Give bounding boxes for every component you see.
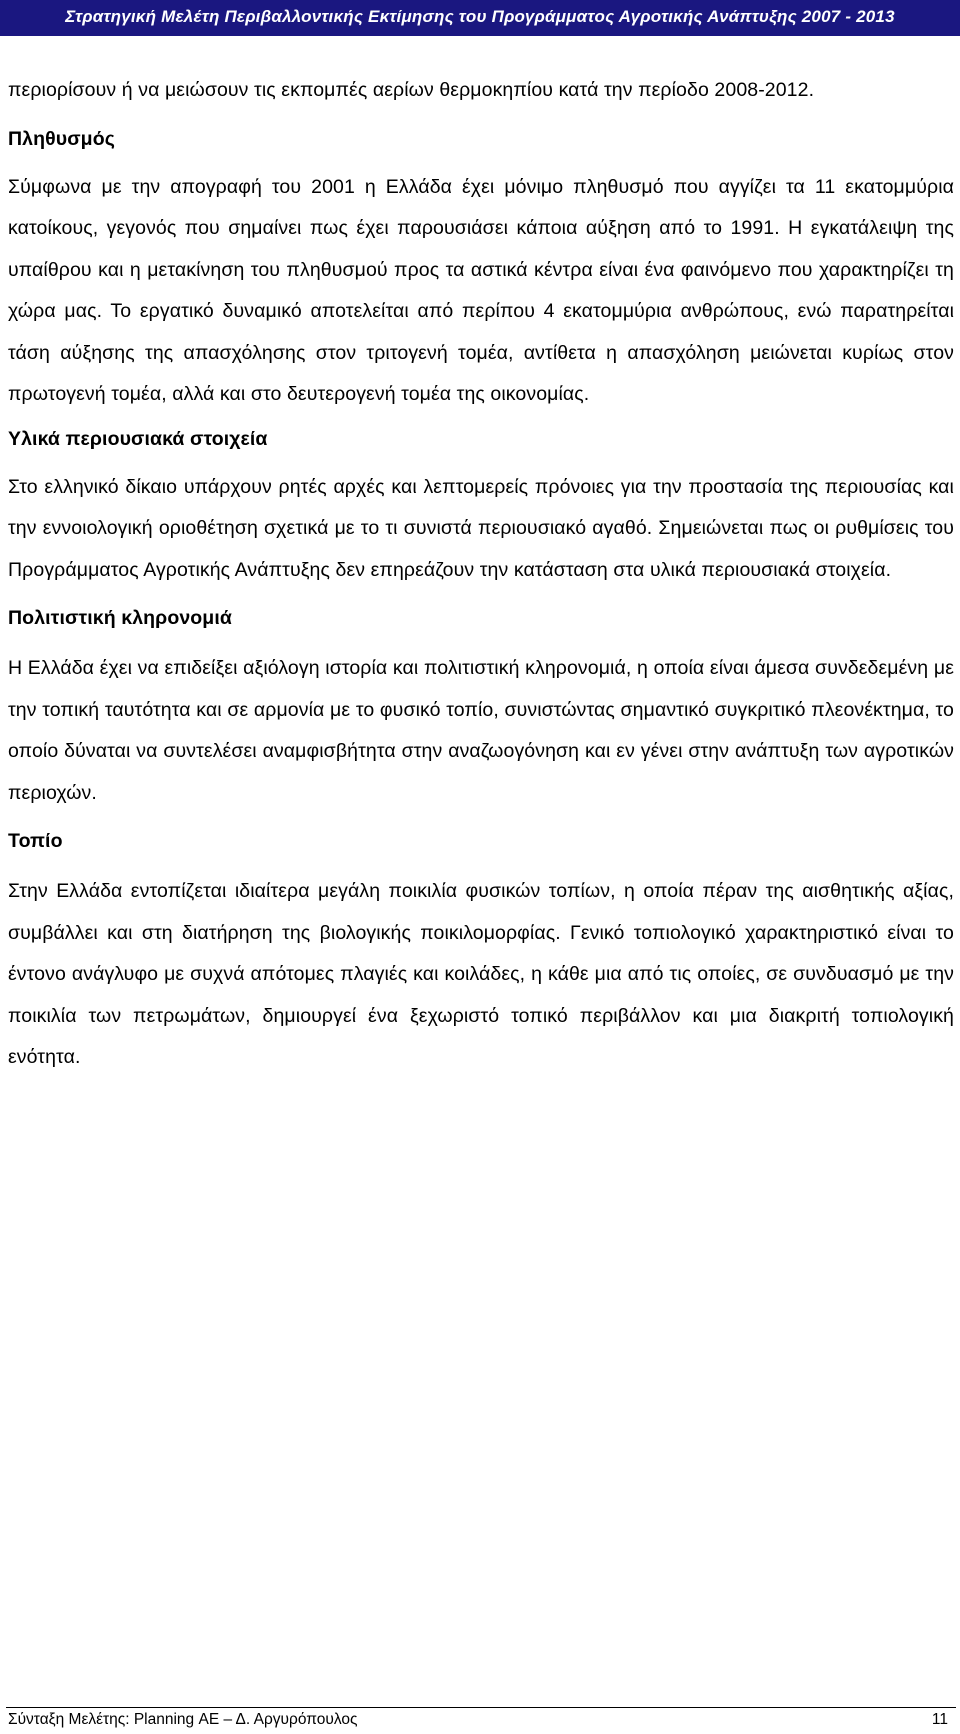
document-body xyxy=(8,70,954,1079)
running-header-title: Στρατηγική Μελέτη Περιβαλλοντικής Εκτίμησης του Προγράμματος Αγροτικής Ανάπτυξης 2007 - 2013 xyxy=(65,7,895,26)
intro-paragraph: περιορίσουν ή να μειώσουν τις εκπομπές αερίων θερμοκηπίου κατά την περίοδο 2008-2012. xyxy=(8,79,815,101)
footer-credit: Σύνταξη Μελέτης: Planning ΑΕ – Δ. Αργυρόπουλος xyxy=(8,1711,358,1728)
section-text-cultural-heritage: Η Ελλάδα έχει να επιδείξει αξιόλογη ιστορία και πολιτιστική κληρονομιά, η οποία είναι άμεσα συνδεδεμένη με την τοπική ταυτότητα και σε αρμονία με το φυσικό τοπίο, συνιστώντας σημαντικό συγκριτικό πλεονέκτημα, το οποίο δύναται να συντελέσει αναμφισβήτητα στην αναζωογόνηση και εν γένει στην ανάπτυξη των αγροτικών περιοχών. xyxy=(8,657,954,804)
header-band xyxy=(0,0,960,36)
section-heading-population: Πληθυσμός xyxy=(8,127,115,150)
page-number: 11 xyxy=(931,1711,948,1728)
section-text-material-assets: Στο ελληνικό δίκαιο υπάρχουν ρητές αρχές και λεπτομερείς πρόνοιες για την προστασία της περιουσίας και την εννοιολογική οριοθέτηση σχετικά με το τι συνιστά περιουσιακό αγαθό. Σημειώνεται πως οι ρυθμίσεις του Προγράμματος Αγροτικής Ανάπτυξης δεν επηρεάζουν την κατάσταση στα υλικά περιουσιακά στοιχεία. xyxy=(8,475,954,581)
section-heading-material-assets: Υλικά περιουσιακά στοιχεία xyxy=(8,427,268,450)
section-text-population: Σύμφωνα με την απογραφή του 2001 η Ελλάδα έχει μόνιμο πληθυσμό που αγγίζει τα 11 εκατομμύρια κατοίκους, γεγονός που σημαίνει πως έχει παρουσιάσει κάποια αύξηση από το 1991. Η εγκατάλειψη της υπαίθρου και η μετακίνηση του πληθυσμού προς τα αστικά κέντρα είναι ένα φαινόμενο που χαρακτηρίζει τη χώρα μας. Το εργατικό δυναμικό αποτελείται από περίπου 4 εκατομμύρια ανθρώπους, ενώ παρατηρείται τάση αύξησης της απασχόλησης στον τριτογενή τομέα, αντίθετα η απασχόληση μειώνεται κυρίως στον πρωτογενή τομέα, αλλά και στο δευτερογενή τομέα της οικονομίας. xyxy=(8,175,954,405)
section-heading-cultural-heritage: Πολιτιστική κληρονομιά xyxy=(8,607,232,629)
footer-divider xyxy=(6,1707,956,1708)
section-heading-landscape: Τοπίο xyxy=(8,830,63,852)
section-text-landscape: Στην Ελλάδα εντοπίζεται ιδιαίτερα μεγάλη ποικιλία φυσικών τοπίων, η οποία πέραν της αισθητικής αξίας, συμβάλλει και στη διατήρηση της βιολογικής ποικιλομορφίας. Γενικό τοπιολογικό χαρακτηριστικό είναι το έντονο ανάγλυφο με συχνά απότομες πλαγιές και κοιλάδες, η κάθε μια από τις οποίες, σε συνδυασμό με την ποικιλία των πετρωμάτων, δημιουργεί ένα ξεχωριστό τοπικό περιβάλλον και μια διακριτή τοπιολογική ενότητα. xyxy=(8,880,954,1068)
